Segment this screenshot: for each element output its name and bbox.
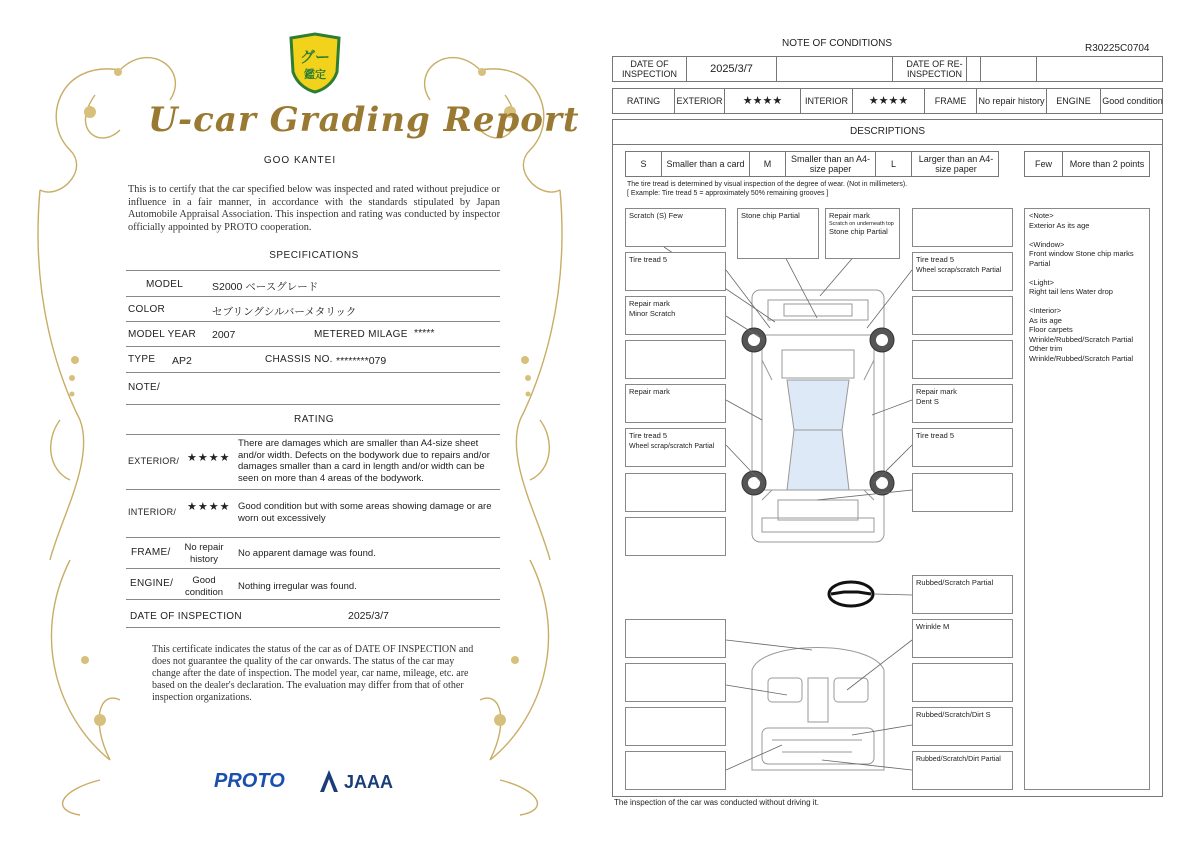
note-box-seat [912, 707, 1013, 746]
note-box-empty [912, 473, 1013, 512]
conditions-title: NOTE OF CONDITIONS [782, 38, 892, 49]
note-text: Wrinkle M [916, 622, 950, 631]
legend-l-desc: Larger than an A4-size paper [918, 154, 994, 174]
note-box-front-left-tire [625, 252, 726, 291]
note-text: Dent S [916, 397, 939, 406]
model-year-value: 2007 [212, 329, 236, 341]
footer-note: The inspection of the car was conducted without driving it. [614, 798, 819, 807]
date-row [612, 56, 1163, 82]
note-box-rear-left-tire [625, 428, 726, 467]
rating-row [612, 88, 1163, 114]
exterior-description: There are damages which are smaller than A4-size sheet and/or width. Defects on the bodywork due to repairs and/or damages smaller than a card in length and/or width can be seen on more than 4 areas of the bodywork. [238, 438, 490, 484]
note-label: NOTE/ [128, 382, 161, 393]
exterior-label: EXTERIOR/ [128, 456, 180, 466]
note-text: Repair mark [629, 387, 670, 396]
interior-label: INTERIOR [801, 89, 853, 113]
note-box-empty [625, 340, 726, 379]
note-box-left-fender [625, 296, 726, 335]
jaaa-logo: JAAA [344, 772, 394, 792]
note-box-rear-right-tire [912, 428, 1013, 467]
engine-description: Nothing irregular was found. [238, 581, 357, 592]
interior-label: INTERIOR/ [128, 507, 177, 517]
report-title: U-car Grading Report [148, 100, 580, 140]
size-legend [625, 151, 999, 177]
notes-panel [1024, 208, 1150, 790]
descriptions-heading: DESCRIPTIONS [612, 119, 1163, 145]
jaaa-logo-icon [318, 770, 340, 794]
note-box-empty [625, 517, 726, 556]
svg-text:鑑定: 鑑定 [304, 68, 326, 81]
legend-s: S [626, 152, 662, 176]
empty-cell [777, 57, 893, 81]
divider [126, 434, 500, 435]
tread-example: [ Example: Tire tread 5 = approximately 50% remaining grooves ] [627, 190, 829, 197]
type-value: AP2 [172, 355, 192, 367]
interior-description: Good condition but with some areas showing damage or are worn out excessively [238, 501, 492, 524]
note-title: Tire tread 5 [916, 255, 955, 264]
note-text: Scratch (S) Few [629, 211, 683, 220]
note-text: Rubbed/Scratch Partial [916, 578, 994, 587]
date-label: DATE OF INSPECTION [613, 57, 687, 81]
divider [126, 346, 500, 347]
emblem-text-top: グー [299, 48, 331, 66]
frame-label: FRAME/ [131, 547, 171, 558]
report-subtitle: GOO KANTEI [263, 155, 337, 166]
divider [126, 321, 500, 322]
note-box-front-right-tire [912, 252, 1013, 291]
divider [126, 270, 500, 271]
certification-text: This is to certify that the car specified below was inspected and rated without prejudice or influence in a fair manner, in accordance with the standards stipulated by Japan Automobile Appraisal Association. This inspection and rating was conducted by inspector officially appointed by PROTO cooperation. [128, 184, 500, 233]
note-title: Repair mark [829, 211, 870, 220]
legend-few-desc: More than 2 points [1069, 159, 1145, 169]
empty-cell [1037, 57, 1164, 81]
model-value: S2000 ベースグレード [212, 281, 319, 293]
exterior-stars: ★★★★ [187, 452, 231, 464]
color-value: セブリングシルバーメタリック [212, 306, 357, 318]
chassis-label: CHASSIS NO. [265, 354, 333, 365]
divider [126, 296, 500, 297]
note-text: Stone chip Partial [829, 227, 888, 236]
report-id: R30225C0704 [1085, 43, 1150, 54]
type-label: TYPE [128, 354, 156, 365]
frame-description: No apparent damage was found. [238, 548, 376, 559]
model-label: MODEL [146, 279, 184, 290]
exterior-label: EXTERIOR [675, 89, 725, 113]
date-value: 2025/3/7 [687, 57, 777, 81]
rating-label: RATING [613, 89, 675, 113]
note-box-empty [625, 619, 726, 658]
divider [126, 599, 500, 600]
divider [126, 372, 500, 373]
note-box-empty [912, 296, 1013, 335]
tread-note: The tire tread is determined by visual inspection of the degree of wear. (Not in millimeters). [627, 181, 908, 188]
engine-value: Good condition [184, 575, 224, 598]
note-box-empty [625, 707, 726, 746]
disclaimer-text: This certificate indicates the status of the car as of DATE OF INSPECTION and does not guarantee the quality of the car onwards. The status of the car may change after the date of inspection. The model year, car name, mileage, etc. are based on the dealer's declaration. The evaluation may differ from that of other inspection organizations. [152, 644, 474, 703]
color-label: COLOR [128, 304, 166, 315]
date-of-inspection-value: 2025/3/7 [348, 610, 389, 622]
divider [126, 627, 500, 628]
legend-few: Few [1025, 152, 1063, 176]
note-box-empty [625, 473, 726, 512]
specifications-heading: SPECIFICATIONS [269, 250, 359, 261]
divider [126, 489, 500, 490]
goo-kantei-emblem [287, 32, 343, 94]
note-title: Repair mark [916, 387, 957, 396]
divider [126, 537, 500, 538]
divider [126, 404, 500, 405]
mileage-label: METERED MILAGE [314, 329, 408, 340]
exterior-stars: ★★★★ [725, 89, 801, 113]
note-box-empty [625, 663, 726, 702]
rating-heading: RATING [293, 414, 335, 425]
legend-s-desc: Smaller than a card [662, 152, 750, 176]
note-box-left-door [625, 384, 726, 423]
note-text: Rubbed/Scratch/Dirt S [916, 710, 991, 719]
reinspection-label: DATE OF RE-INSPECTION [889, 57, 981, 81]
engine-label: ENGINE [1047, 89, 1101, 113]
note-box-empty [625, 751, 726, 790]
note-box-right-door [912, 384, 1013, 423]
engine-value: Good condition [1102, 96, 1163, 106]
note-small: Scratch on underneath top [829, 221, 894, 227]
note-small: Wheel scrap/scratch Partial [916, 267, 1002, 274]
mileage-value: ***** [414, 327, 435, 339]
frame-value: No repair history [977, 89, 1047, 113]
note-text: Tire tread 5 [916, 431, 955, 440]
note-box-front-left [625, 208, 726, 247]
proto-logo: PROTO [214, 770, 285, 792]
interior-stars: ★★★★ [853, 89, 925, 113]
note-text: Tire tread 5 [629, 255, 668, 264]
note-title: Repair mark [629, 299, 670, 308]
note-small: Wheel scrap/scratch Partial [629, 443, 715, 450]
note-title: Tire tread 5 [629, 431, 668, 440]
frame-value: No repair history [184, 542, 224, 565]
note-text: Rubbed/Scratch/Dirt Partial [916, 756, 1001, 763]
note-box-windshield [825, 208, 900, 259]
note-box-empty [912, 208, 1013, 247]
legend-m: M [750, 152, 786, 176]
interior-stars: ★★★★ [187, 501, 231, 513]
note-box-rear-trim [912, 751, 1013, 790]
reinspection-value [981, 57, 1037, 81]
note-text: Stone chip Partial [741, 211, 800, 220]
engine-label: ENGINE/ [130, 578, 174, 589]
note-box-empty [912, 663, 1013, 702]
note-text: Minor Scratch [629, 309, 676, 318]
note-box-steering [912, 575, 1013, 614]
model-year-label: MODEL YEAR [128, 329, 197, 340]
steering-wheel-icon [829, 582, 873, 606]
note-box-dashboard [912, 619, 1013, 658]
chassis-value: ********079 [336, 355, 387, 367]
date-of-inspection-label: DATE OF INSPECTION [130, 611, 242, 622]
few-legend [1024, 151, 1150, 177]
legend-l: L [876, 152, 912, 176]
legend-m-desc: Smaller than an A4-size paper [786, 152, 876, 176]
note-box-hood [737, 208, 819, 259]
notes-text: <Note> Exterior As its age <Window> Front window Stone chip marks Partial <Light> Right tail lens Water drop <Interior> As its age Floor carpets Wrinkle/Rubbed/Scratch Partial Other trim Wrinkle/Rubbed/Scratch Partial [1029, 211, 1134, 363]
frame-label: FRAME [925, 89, 977, 113]
divider [126, 568, 500, 569]
note-box-empty [912, 340, 1013, 379]
